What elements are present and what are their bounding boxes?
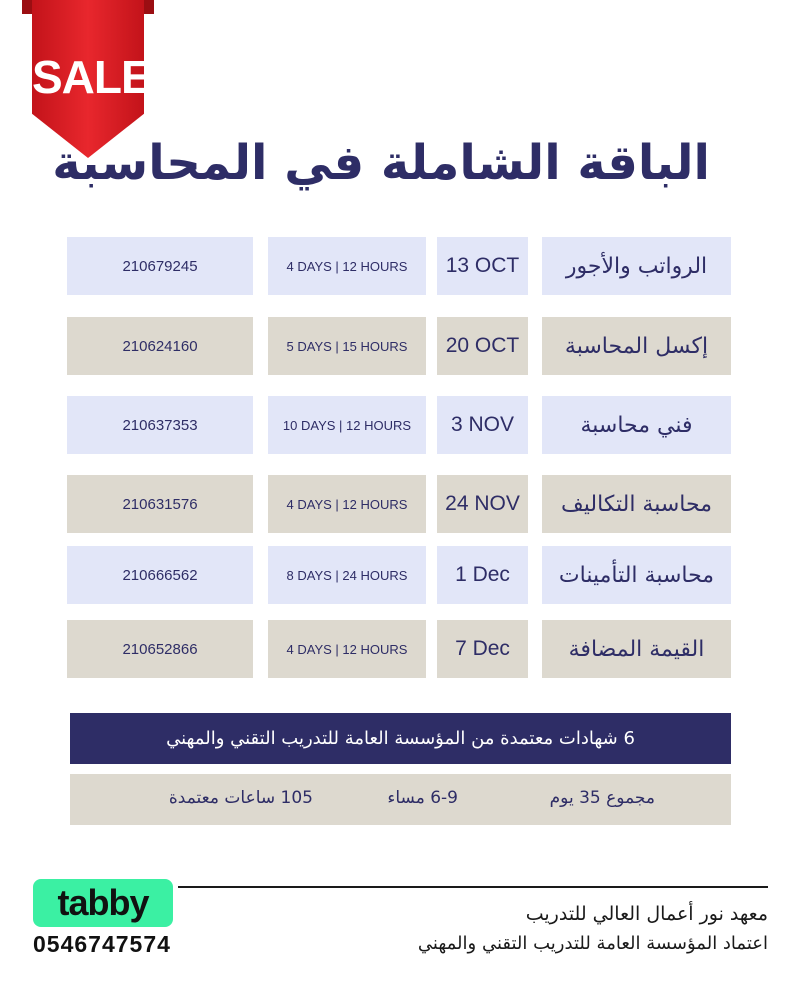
course-code: 210624160 [67,317,253,375]
course-date: 20 OCT [437,317,528,375]
course-code: 210631576 [67,475,253,533]
institute-name: معهد نور أعمال العالي للتدريب [525,903,768,925]
course-name: إكسل المحاسبة [542,317,731,375]
summary-bar [70,774,731,825]
course-name: القيمة المضافة [542,620,731,678]
course-date: 3 NOV [437,396,528,454]
course-date: 1 Dec [437,546,528,604]
course-duration: 10 DAYS | 12 HOURS [268,396,426,454]
summary-hours: 105 ساعات معتمدة [168,788,313,808]
footer-divider [178,886,768,888]
course-duration: 5 DAYS | 15 HOURS [268,317,426,375]
page-title: الباقة الشاملة في المحاسبة [52,135,710,191]
summary-time: 6-9 مساء [387,788,458,808]
institute-accreditation: اعتماد المؤسسة العامة للتدريب التقني والمهني [417,933,768,954]
course-name: محاسبة التكاليف [542,475,731,533]
course-name: محاسبة التأمينات [542,546,731,604]
certificates-banner: 6 شهادات معتمدة من المؤسسة العامة للتدريب التقني والمهني [70,713,731,764]
course-name: الرواتب والأجور [542,237,731,295]
course-code: 210637353 [67,396,253,454]
tabby-logo: tabby [33,879,173,927]
course-code: 210652866 [67,620,253,678]
course-date: 24 NOV [437,475,528,533]
course-code: 210666562 [67,546,253,604]
course-name: فني محاسبة [542,396,731,454]
sale-label: SALE [32,51,151,103]
course-duration: 4 DAYS | 12 HOURS [268,237,426,295]
course-duration: 4 DAYS | 12 HOURS [268,620,426,678]
course-date: 13 OCT [437,237,528,295]
summary-total-days: مجموع 35 يوم [549,788,655,808]
course-duration: 4 DAYS | 12 HOURS [268,475,426,533]
phone-number[interactable]: 0546747574 [33,931,171,957]
course-duration: 8 DAYS | 24 HOURS [268,546,426,604]
course-date: 7 Dec [437,620,528,678]
course-code: 210679245 [67,237,253,295]
